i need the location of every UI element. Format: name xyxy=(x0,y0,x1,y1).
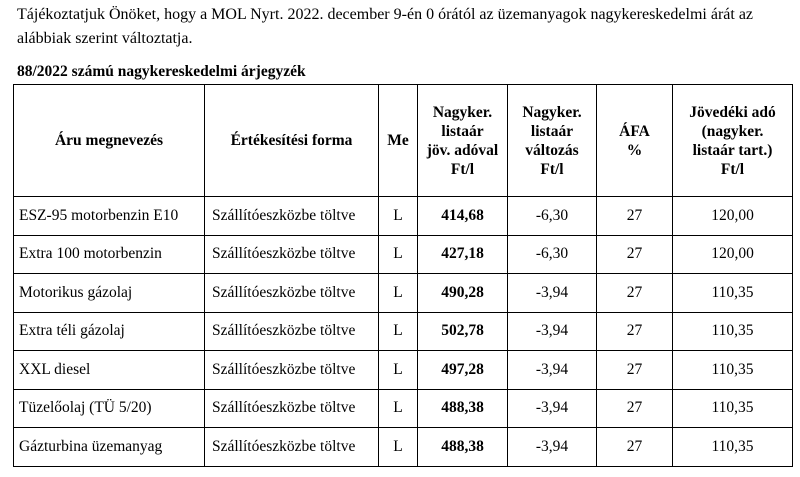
cell-price-change: -3,94 xyxy=(508,351,597,390)
header-list-price xyxy=(418,85,508,197)
cell-sales-form: Szállítóeszközbe töltve xyxy=(205,197,379,236)
cell-unit: L xyxy=(379,351,418,390)
cell-sales-form: Szállítóeszközbe töltve xyxy=(205,428,379,467)
table-row xyxy=(14,428,793,467)
header-excise-tax xyxy=(673,85,793,197)
cell-list-price: 488,38 xyxy=(418,428,508,467)
header-line: Ft/l xyxy=(450,160,475,178)
table-row xyxy=(14,235,793,274)
cell-vat: 27 xyxy=(597,312,673,351)
header-line: % xyxy=(626,141,643,159)
cell-sales-form: Szállítóeszközbe töltve xyxy=(205,235,379,274)
intro-paragraph: Tájékoztatjuk Önöket, hogy a MOL Nyrt. 2022. december 9-én 0 órától az üzemanyagok nagykereskedelmi árát az alábbiak szerint változtatja. xyxy=(17,6,754,47)
table-row xyxy=(14,389,793,428)
cell-list-price: 502,78 xyxy=(418,312,508,351)
cell-excise-tax: 110,35 xyxy=(673,274,793,313)
cell-list-price: 488,38 xyxy=(418,389,508,428)
header-line: Értékesítési forma xyxy=(230,132,353,149)
cell-list-price: 414,68 xyxy=(418,197,508,236)
table-row xyxy=(14,351,793,390)
header-line: Nagyker. xyxy=(522,103,582,121)
header-line: Me xyxy=(387,132,409,149)
header-product xyxy=(14,85,205,197)
cell-price-change: -3,94 xyxy=(508,312,597,351)
table-body xyxy=(14,197,793,467)
table-title: 88/2022 számú nagykereskedelmi árjegyzék xyxy=(17,63,306,80)
cell-list-price: 490,28 xyxy=(418,274,508,313)
table-header xyxy=(14,85,793,197)
header-unit xyxy=(379,85,418,197)
header-row xyxy=(14,85,793,197)
cell-excise-tax: 110,35 xyxy=(673,351,793,390)
header-line: listaár tart.) xyxy=(692,141,773,159)
header-line: jöv. adóval xyxy=(426,141,499,159)
cell-unit: L xyxy=(379,312,418,351)
price-list-table xyxy=(13,84,793,467)
cell-unit: L xyxy=(379,197,418,236)
header-line: listaár xyxy=(530,122,574,140)
cell-product: ESZ-95 motorbenzin E10 xyxy=(14,197,205,236)
cell-product: Gázturbina üzemanyag xyxy=(14,428,205,467)
cell-vat: 27 xyxy=(597,235,673,274)
cell-sales-form: Szállítóeszközbe töltve xyxy=(205,351,379,390)
cell-unit: L xyxy=(379,235,418,274)
cell-sales-form: Szállítóeszközbe töltve xyxy=(205,312,379,351)
cell-excise-tax: 120,00 xyxy=(673,235,793,274)
cell-sales-form: Szállítóeszközbe töltve xyxy=(205,274,379,313)
header-line: Ft/l xyxy=(540,160,564,178)
cell-excise-tax: 110,35 xyxy=(673,312,793,351)
header-price-change xyxy=(508,85,597,197)
header-sales-form xyxy=(205,85,379,197)
header-line: listaár xyxy=(441,122,484,140)
cell-vat: 27 xyxy=(597,197,673,236)
cell-price-change: -6,30 xyxy=(508,197,597,236)
cell-vat: 27 xyxy=(597,389,673,428)
cell-sales-form: Szállítóeszközbe töltve xyxy=(205,389,379,428)
header-line: ÁFA xyxy=(619,122,650,140)
header-line: változás xyxy=(525,141,579,159)
cell-unit: L xyxy=(379,274,418,313)
header-vat xyxy=(597,85,673,197)
cell-vat: 27 xyxy=(597,351,673,390)
table-row xyxy=(14,312,793,351)
cell-list-price: 497,28 xyxy=(418,351,508,390)
cell-product: Extra téli gázolaj xyxy=(14,312,205,351)
cell-list-price: 427,18 xyxy=(418,235,508,274)
cell-excise-tax: 110,35 xyxy=(673,389,793,428)
cell-product: Motorikus gázolaj xyxy=(14,274,205,313)
cell-price-change: -6,30 xyxy=(508,235,597,274)
header-line: (nagyker. xyxy=(701,122,764,140)
cell-vat: 27 xyxy=(597,428,673,467)
header-line: Jövedéki adó xyxy=(689,103,776,121)
header-line: Nagyker. xyxy=(432,103,493,121)
cell-price-change: -3,94 xyxy=(508,389,597,428)
table-row xyxy=(14,197,793,236)
header-line: Ft/l xyxy=(720,160,745,178)
cell-price-change: -3,94 xyxy=(508,274,597,313)
cell-unit: L xyxy=(379,389,418,428)
cell-unit: L xyxy=(379,428,418,467)
cell-product: Tüzelőolaj (TÜ 5/20) xyxy=(14,389,205,428)
header-line: Áru megnevezés xyxy=(54,132,164,149)
cell-excise-tax: 120,00 xyxy=(673,197,793,236)
cell-excise-tax: 110,35 xyxy=(673,428,793,467)
cell-product: Extra 100 motorbenzin xyxy=(14,235,205,274)
cell-product: XXL diesel xyxy=(14,351,205,390)
cell-price-change: -3,94 xyxy=(508,428,597,467)
cell-vat: 27 xyxy=(597,274,673,313)
table-row xyxy=(14,274,793,313)
